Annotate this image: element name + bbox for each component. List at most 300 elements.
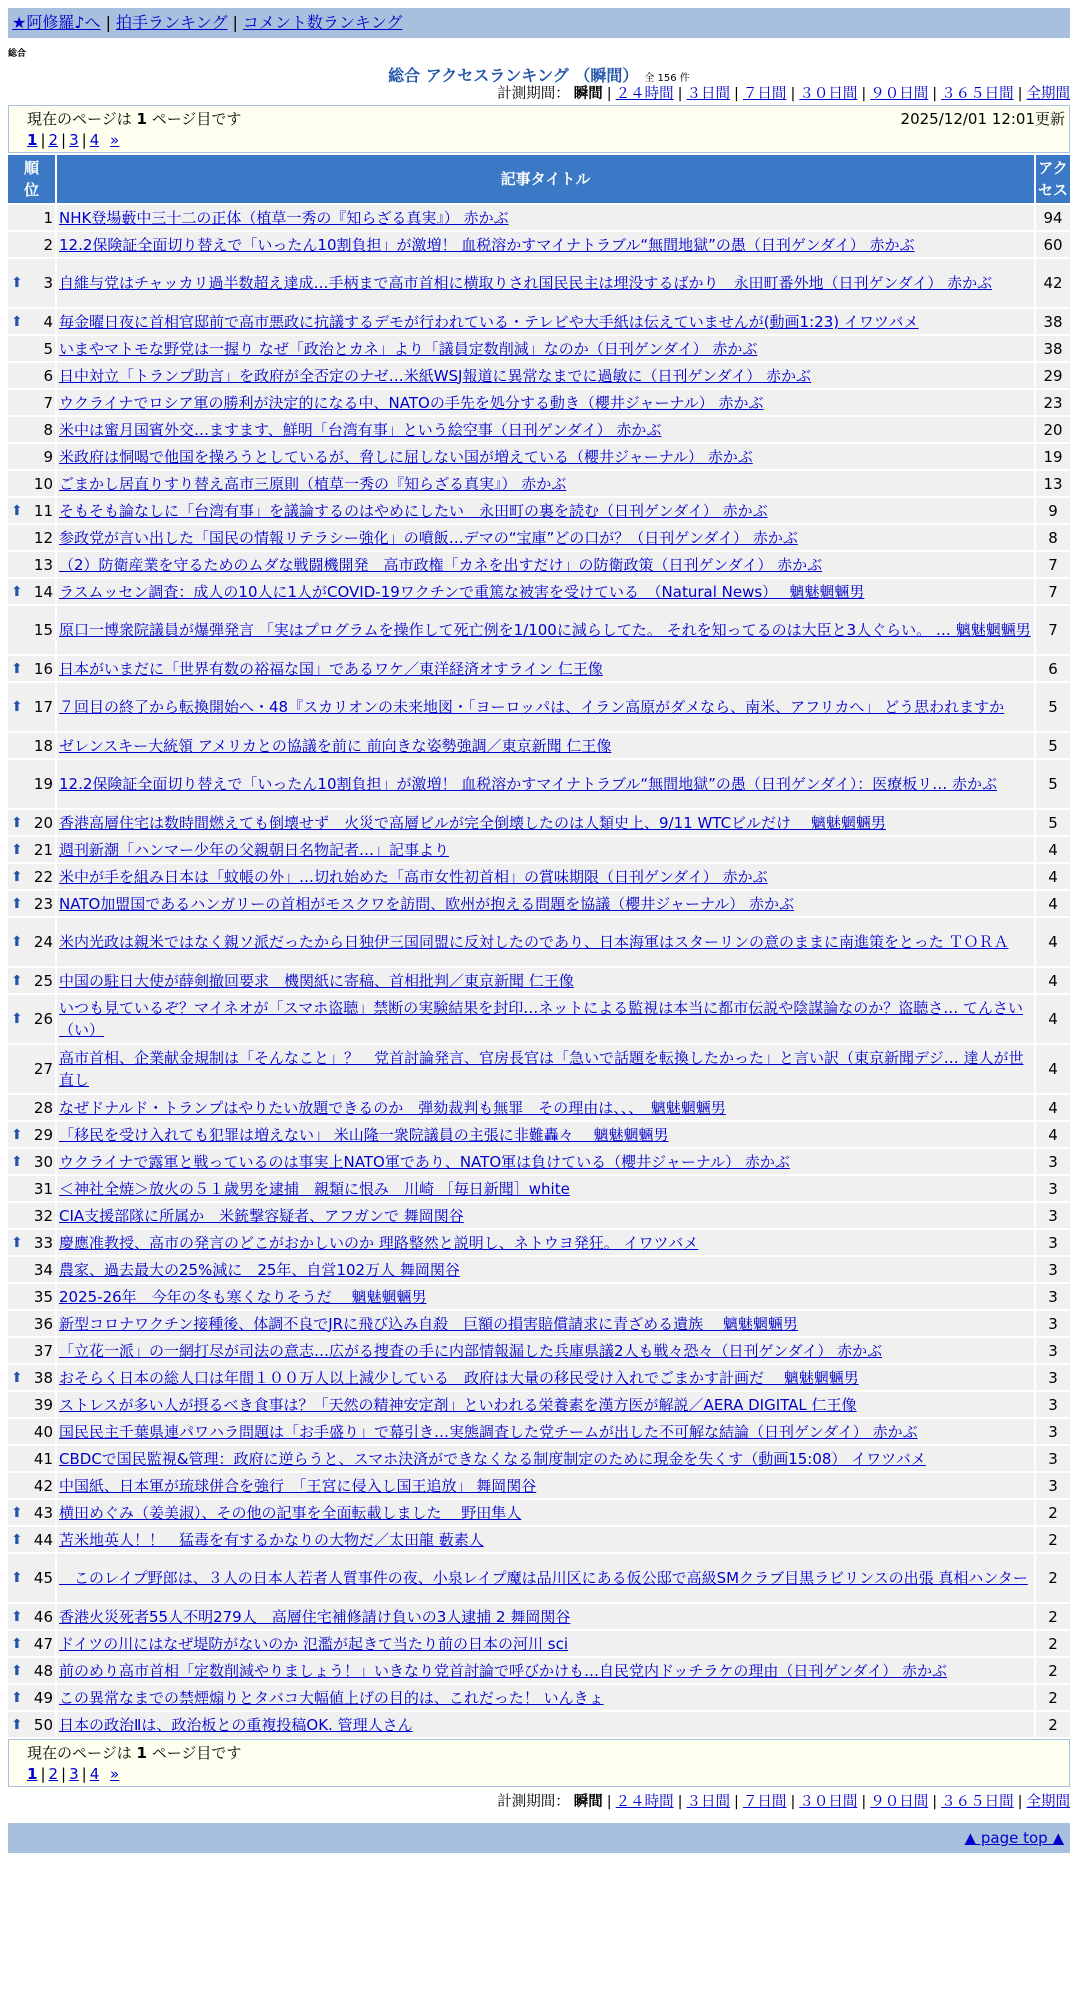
table-row xyxy=(8,1095,1070,1120)
article-link[interactable]: CIA支援部隊に所属か 米銃撃容疑者、アフガンで 舞岡関谷 xyxy=(59,1206,464,1225)
title-cell xyxy=(57,1712,1034,1737)
period-bottom-current: 瞬間 xyxy=(573,1794,603,1810)
up-arrow-icon: ⬆ xyxy=(11,972,23,989)
access-count: 7 xyxy=(1036,606,1070,654)
rank-number: 23 xyxy=(33,894,53,913)
access-count: 2 xyxy=(1036,1712,1070,1737)
table-row xyxy=(8,205,1070,230)
rank-cell xyxy=(8,1500,55,1525)
article-link[interactable]: 米中が手を組み日本は「蚊帳の外」…切れ始めた「高市女性初首相」の賞味期限（日刊ゲンダイ） 赤かぶ xyxy=(59,867,768,886)
title-cell xyxy=(57,837,1034,862)
pager-bottom-page-links xyxy=(27,1764,1065,1784)
rank-number: 26 xyxy=(33,1010,53,1028)
article-link[interactable]: このレイプ野郎は、３人の日本人若者人質事件の夜、小泉レイプ魔は品川区にある仮公邸で高級SMクラブ目黒ラビリンスの出張 真相ハンター xyxy=(59,1569,1028,1587)
table-row xyxy=(8,1122,1070,1147)
title-cell xyxy=(57,579,1034,604)
article-link[interactable]: 国民民主千葉県連パワハラ問題は「お手盛り」で幕引き…実態調査した党チームが出した不可解な結論（日刊ゲンダイ） 赤かぶ xyxy=(59,1422,918,1441)
article-link[interactable]: 慶應准教授、高市の発言のどこがおかしいのか 理路整然と説明し、ネトウヨ発狂。 イワツバメ xyxy=(59,1233,699,1252)
article-link[interactable]: 原口一博衆院議員が爆弾発言 「実はプログラムを操作して死亡例を1/100に減らしてた。 それを知ってるのは大臣と3人ぐらい。 … 魑魅魍魎男 xyxy=(59,621,1031,639)
table-row xyxy=(8,733,1070,758)
rank-cell xyxy=(8,205,55,230)
table-row xyxy=(8,1045,1070,1093)
up-arrow-icon: ⬆ xyxy=(11,1153,23,1170)
rank-cell xyxy=(8,968,55,993)
pagination-box-top xyxy=(8,105,1070,153)
pager-top-page-1[interactable]: 1 xyxy=(27,131,38,149)
table-row xyxy=(8,336,1070,361)
access-count: 2 xyxy=(1036,1658,1070,1683)
rank-cell xyxy=(8,1392,55,1417)
title-cell xyxy=(57,1095,1034,1120)
access-count: 4 xyxy=(1036,1045,1070,1093)
article-link[interactable]: ゼレンスキー大統領 アメリカとの協議を前に 前向きな姿勢強調／東京新聞 仁王像 xyxy=(59,736,612,755)
separator: | xyxy=(606,86,612,102)
article-link[interactable]: ごまかし居直りすり替え高市三原則（植草一秀の『知らざる真実』） 赤かぶ xyxy=(59,474,567,493)
table-row xyxy=(8,683,1070,731)
access-count: 4 xyxy=(1036,837,1070,862)
rank-number: 16 xyxy=(33,659,53,678)
article-link[interactable]: NHK登場藪中三十二の正体（植草一秀の『知らざる真実』） 赤かぶ xyxy=(59,208,509,227)
access-count: 2 xyxy=(1036,1500,1070,1525)
access-count: 13 xyxy=(1036,471,1070,496)
rank-cell xyxy=(8,363,55,388)
table-row xyxy=(8,1365,1070,1390)
access-count: 3 xyxy=(1036,1419,1070,1444)
table-row xyxy=(8,864,1070,889)
title-cell xyxy=(57,1045,1034,1093)
article-link[interactable]: おそらく日本の総人口は年間１００万人以上減少している 政府は大量の移民受け入れでごまかす計画だ 魑魅魍魎男 xyxy=(59,1368,859,1387)
title-cell xyxy=(57,1685,1034,1710)
article-link[interactable]: NATO加盟国であるハンガリーの首相がモスクワを訪問、欧州が抱える問題を協議（櫻井ジャーナル） 赤かぶ xyxy=(59,894,795,913)
rank-cell xyxy=(8,1203,55,1228)
access-count: 4 xyxy=(1036,995,1070,1043)
up-arrow-icon: ⬆ xyxy=(11,275,23,291)
period-bottom-link-1[interactable]: ３日間 xyxy=(686,1794,731,1810)
article-link[interactable]: （2）防衛産業を守るためのムダな戦闘機開発 高市政権「カネを出すだけ」の防衛政策（日刊ゲンダイ） 赤かぶ xyxy=(59,555,823,574)
table-row xyxy=(8,1203,1070,1228)
pager-top-page-4[interactable]: 4 xyxy=(89,131,100,149)
table-row xyxy=(8,918,1070,966)
title-cell xyxy=(57,606,1034,654)
top-nav-bar: ★阿修羅♪へ | 拍手ランキング | コメント数ランキング xyxy=(8,8,1070,38)
separator: | xyxy=(1017,1794,1023,1810)
access-count: 29 xyxy=(1036,363,1070,388)
period-top-link-5[interactable]: ３６５日間 xyxy=(941,86,1014,102)
separator: | xyxy=(932,1794,938,1810)
pager-top-page-links xyxy=(27,130,1065,150)
rank-cell xyxy=(8,683,55,731)
table-row xyxy=(8,968,1070,993)
table-row xyxy=(8,232,1070,257)
pager-bottom-text-suffix: ページ目です xyxy=(146,1744,242,1762)
article-link[interactable]: 米内光政は親米ではなく親ソ派だったから日独伊三国同盟に反対したのであり、日本海軍はスターリンの意のままに南進策をとった ＴＯＲＡ xyxy=(59,933,1009,951)
spacer xyxy=(99,131,110,149)
rank-number: 47 xyxy=(33,1634,53,1653)
up-arrow-icon: ⬆ xyxy=(11,1570,23,1586)
access-count: 7 xyxy=(1036,579,1070,604)
up-arrow-icon: ⬆ xyxy=(11,934,23,950)
access-count: 38 xyxy=(1036,309,1070,334)
rank-number: 3 xyxy=(43,274,53,292)
period-bottom-link-6[interactable]: 全期間 xyxy=(1026,1794,1070,1810)
rank-number: 17 xyxy=(33,698,53,716)
rank-number: 22 xyxy=(33,867,53,886)
article-link[interactable]: いまやマトモな野党は一握り なぜ「政治とカネ」より「議員定数削減」なのか（日刊ゲンダイ） 赤かぶ xyxy=(59,339,758,358)
up-arrow-icon: ⬆ xyxy=(11,841,23,858)
separator: | xyxy=(1017,86,1023,102)
rank-cell xyxy=(8,1338,55,1363)
period-top-link-0[interactable]: ２４時間 xyxy=(615,86,674,102)
article-link[interactable]: 米政府は恫喝で他国を操ろうとしているが、脅しに屈しない国が増えている（櫻井ジャーナル） 赤かぶ xyxy=(59,447,753,466)
rank-number: 25 xyxy=(33,971,53,990)
table-row xyxy=(8,1230,1070,1255)
period-top-label: 計測期間： xyxy=(497,86,570,102)
rank-number: 21 xyxy=(33,840,53,859)
pager-bottom-page-1[interactable]: 1 xyxy=(27,1765,38,1783)
pager-top-text-suffix: ページ目です xyxy=(146,110,242,128)
rank-cell xyxy=(8,1604,55,1629)
up-arrow-icon: ⬆ xyxy=(11,1531,23,1548)
rank-cell xyxy=(8,579,55,604)
access-count: 38 xyxy=(1036,336,1070,361)
separator: | xyxy=(677,1794,683,1810)
separator: | xyxy=(734,1794,739,1810)
access-header-label: アクセス xyxy=(1038,159,1069,199)
article-link[interactable]: ７回目の終了から転換開始へ・48『スカリオンの未来地図・「ヨーロッパは、イラン高原がダメなら、南米、アフリカへ」 どう思われますか xyxy=(59,698,1005,716)
title-cell xyxy=(57,205,1034,230)
article-link[interactable]: 「移民を受け入れても犯罪は増えない」 米山隆一衆院議員の主張に非難轟々 魑魅魍魎男 xyxy=(59,1125,669,1144)
article-link[interactable]: 参政党が言い出した「国民の情報リテラシー強化」の噴飯…デマの“宝庫”どの口が？（日刊ゲンダイ） 赤かぶ xyxy=(59,528,798,547)
rank-cell xyxy=(8,1631,55,1656)
article-link[interactable]: 前のめり高市首相「定数削減やりましょう！」いきなり党首討論で呼びかけも…自民党内ドッチラケの理由（日刊ゲンダイ） 赤かぶ xyxy=(59,1661,947,1680)
rank-number: 1 xyxy=(43,208,53,227)
separator: | xyxy=(790,1794,796,1810)
ranking-title: 総合 アクセスランキング （瞬間） xyxy=(388,66,639,85)
rank-number: 5 xyxy=(43,339,53,358)
article-link[interactable]: 2025-26年 今年の冬も寒くなりそうだ 魑魅魍魎男 xyxy=(59,1287,427,1306)
article-link[interactable]: 中国紙、日本軍が琉球併合を強行 「王宮に侵入し国王追放」 舞岡関谷 xyxy=(59,1476,537,1495)
table-row xyxy=(8,1338,1070,1363)
title-cell xyxy=(57,995,1034,1043)
pager-bottom-page-2[interactable]: 2 xyxy=(48,1765,59,1783)
title-cell xyxy=(57,1473,1034,1498)
article-link[interactable]: ウクライナで露軍と戦っているのは事実上NATO軍であり、NATO軍は負けている（櫻井ジャーナル） 赤かぶ xyxy=(59,1152,790,1171)
access-count: 4 xyxy=(1036,1122,1070,1147)
period-top-current: 瞬間 xyxy=(573,86,603,102)
rank-cell xyxy=(8,1284,55,1309)
separator: | xyxy=(61,131,67,149)
up-arrow-icon: ⬆ xyxy=(11,1011,23,1027)
period-top-link-1[interactable]: ３日間 xyxy=(686,86,731,102)
rank-cell xyxy=(8,390,55,415)
page-title xyxy=(8,63,1070,83)
comment-ranking-link[interactable]: コメント数ランキング xyxy=(242,13,403,32)
table-row xyxy=(8,1685,1070,1710)
table-row xyxy=(8,995,1070,1043)
rank-number: 8 xyxy=(43,420,53,439)
up-arrow-icon: ⬆ xyxy=(11,583,23,600)
table-row xyxy=(8,363,1070,388)
period-bottom-link-2[interactable]: ７日間 xyxy=(742,1794,787,1810)
rank-cell xyxy=(8,1365,55,1390)
access-header xyxy=(1036,155,1070,203)
article-link[interactable]: なぜドナルド・トランプはやりたい放題できるのか 弾劾裁判も無罪 その理由は、、、 魑魅魍魎男 xyxy=(59,1098,726,1117)
access-count: 3 xyxy=(1036,1365,1070,1390)
article-link[interactable]: この異常なまでの禁煙煽りとタバコ大幅値上げの目的は、これだった！ いんきょ xyxy=(59,1688,604,1707)
rank-cell xyxy=(8,1712,55,1737)
table-row xyxy=(8,606,1070,654)
table-row xyxy=(8,1257,1070,1282)
access-count: 8 xyxy=(1036,525,1070,550)
article-link[interactable]: 「立花一派」の一網打尽が司法の意志…広がる捜査の手に内部情報漏した兵庫県議2人も戦々恐々（日刊ゲンダイ） 赤かぶ xyxy=(59,1341,883,1360)
article-link[interactable]: 香港高層住宅は数時間燃えても倒壊せず 火災で高層ビルが完全倒壊したのは人類史上、9/11 WTCビルだけ 魑魅魍魎男 xyxy=(59,813,886,832)
article-link[interactable]: 自維与党はチャッカリ過半数超え達成…手柄まで高市首相に横取りされ国民民主は埋没するばかり 永田町番外地（日刊ゲンダイ） 赤かぶ xyxy=(59,274,993,292)
up-arrow-icon: ⬆ xyxy=(11,1716,23,1733)
rank-number: 6 xyxy=(43,366,53,385)
rank-cell xyxy=(8,1473,55,1498)
article-link[interactable]: 中国の駐日大使が薛剣撤回要求 機関紙に寄稿、首相批判／東京新聞 仁王像 xyxy=(59,971,574,990)
rank-number: 48 xyxy=(33,1661,53,1680)
title-header: 記事タイトル xyxy=(57,155,1034,203)
rank-number: 14 xyxy=(33,582,53,601)
separator: | xyxy=(734,86,739,102)
rank-number: 35 xyxy=(33,1287,53,1306)
article-link[interactable]: CBDCで国民監視&管理：政府に逆らうと、スマホ決済ができなくなる制度制定のために現金を失くす（動画15:08） イワツバメ xyxy=(59,1449,926,1468)
rank-cell xyxy=(8,444,55,469)
rank-cell xyxy=(8,1149,55,1174)
table-row xyxy=(8,1284,1070,1309)
table-row xyxy=(8,837,1070,862)
article-link[interactable]: ラスムッセン調査：成人の10人に1人がCOVID-19ワクチンで重篤な被害を受けている （Natural News） 魑魅魍魎男 xyxy=(59,582,865,601)
category-label: 総合 xyxy=(8,49,27,59)
rank-cell xyxy=(8,1045,55,1093)
rank-number: 44 xyxy=(33,1530,53,1549)
article-link[interactable]: 新型コロナワクチン接種後、体調不良でJRに飛び込み自殺 巨額の損害賠償請求に青ざめる遺族 魑魅魍魎男 xyxy=(59,1314,798,1333)
access-count: 3 xyxy=(1036,1311,1070,1336)
title-cell xyxy=(57,1122,1034,1147)
article-link[interactable]: ストレスが多い人が摂るべき食事は？「天然の精神安定剤」といわれる栄養素を漢方医が解説／AERA DIGITAL 仁王像 xyxy=(59,1395,857,1414)
title-cell xyxy=(57,656,1034,681)
article-link[interactable]: ウクライナでロシア軍の勝利が決定的になる中、NATOの手先を処分する動き（櫻井ジャーナル） 赤かぶ xyxy=(59,393,764,412)
article-link[interactable]: ドイツの川にはなぜ堤防がないのか 氾濫が起きて当たり前の日本の河川 sci xyxy=(59,1634,569,1653)
total-count: 全 156 件 xyxy=(644,73,690,84)
table-row xyxy=(8,259,1070,307)
title-cell xyxy=(57,309,1034,334)
table-row xyxy=(8,1527,1070,1552)
article-link[interactable]: 週刊新潮「ハンマー少年の父親朝日名物記者…」記事より xyxy=(59,840,450,859)
article-link[interactable]: 香港火災死者55人不明279人 高層住宅補修請け負いの3人逮捕 2 舞岡関谷 xyxy=(59,1607,571,1626)
rank-number: 41 xyxy=(33,1449,53,1468)
period-top-link-3[interactable]: ３０日間 xyxy=(799,86,858,102)
rank-cell xyxy=(8,1122,55,1147)
period-top-link-4[interactable]: ９０日間 xyxy=(870,86,929,102)
rank-number: 30 xyxy=(33,1152,53,1171)
rank-cell xyxy=(8,891,55,916)
up-arrow-icon: ⬆ xyxy=(11,895,23,912)
separator: | xyxy=(861,86,867,102)
rank-cell xyxy=(8,656,55,681)
access-count: 3 xyxy=(1036,1257,1070,1282)
period-selector-top xyxy=(8,83,1070,105)
article-link[interactable]: いつも見ているぞ？マイネオが「スマホ盗聴」禁断の実験結果を封印…ネットによる監視は本当に都市伝説や陰謀論なのか？盗聴さ… てんさい（い） xyxy=(59,999,1024,1039)
title-cell xyxy=(57,390,1034,415)
article-link[interactable]: ＜神社全焼＞放火の５１歳男を逮捕 親類に恨み 川崎 ［毎日新聞］white xyxy=(59,1179,570,1198)
article-link[interactable]: 高市首相、企業献金規制は「そんなこと」？ 党首討論発言、官房長官は「急いで話題を転換したかった」と言い訳（東京新聞デジ… 達人が世直し xyxy=(59,1049,1024,1089)
applause-ranking-link[interactable]: 拍手ランキング xyxy=(115,13,228,32)
up-arrow-icon: ⬆ xyxy=(11,1504,23,1521)
access-count: 5 xyxy=(1036,810,1070,835)
table-row xyxy=(8,1604,1070,1629)
title-cell xyxy=(57,552,1034,577)
table-row xyxy=(8,1446,1070,1471)
table-row xyxy=(8,1419,1070,1444)
rank-number: 33 xyxy=(33,1233,53,1252)
pager-bottom-text-prefix: 現在のページは xyxy=(27,1744,137,1762)
rank-cell xyxy=(8,1446,55,1471)
article-link[interactable]: 12.2保険証全面切り替えで「いったん10割負担」が激増！ 血税溶かすマイナトラブル“無間地獄”の愚（日刊ゲンダイ） 赤かぶ xyxy=(59,235,915,254)
separator: | xyxy=(677,86,683,102)
article-link[interactable]: 日本がいまだに「世界有数の裕福な国」であるワケ／東洋経済オすライン 仁王像 xyxy=(59,659,603,678)
bottom-bar xyxy=(8,1823,1070,1853)
table-row xyxy=(8,1392,1070,1417)
article-link[interactable]: 苫米地英人！！ 猛毒を有するかなりの大物だ／太田龍 藪素人 xyxy=(59,1530,484,1549)
title-cell xyxy=(57,444,1034,469)
rank-number: 13 xyxy=(33,555,53,574)
article-link[interactable]: 日本の政治Ⅱは、政治板との重複投稿OK. 管理人さん xyxy=(59,1715,413,1734)
access-count: 3 xyxy=(1036,1473,1070,1498)
up-arrow-icon: ⬆ xyxy=(11,313,23,330)
rank-cell xyxy=(8,1230,55,1255)
rank-cell xyxy=(8,259,55,307)
up-arrow-icon: ⬆ xyxy=(11,1126,23,1143)
rank-number: 45 xyxy=(33,1569,53,1587)
period-bottom-link-0[interactable]: ２４時間 xyxy=(615,1794,674,1810)
rank-cell xyxy=(8,525,55,550)
access-count: 3 xyxy=(1036,1203,1070,1228)
article-link[interactable]: 毎金曜日夜に首相官邸前で高市悪政に抗議するデモが行われている・テレビや大手紙は伝えていませんが(動画1:23) イワツバメ xyxy=(59,312,919,331)
article-link[interactable]: 日中対立「トランプ助言」を政府が全否定のナゼ…米紙WSJ報道に異常なまでに過敏に（日刊ゲンダイ） 赤かぶ xyxy=(59,366,812,385)
table-row xyxy=(8,1500,1070,1525)
up-arrow-icon: ⬆ xyxy=(11,1662,23,1679)
access-count: 5 xyxy=(1036,683,1070,731)
table-row xyxy=(8,525,1070,550)
rank-cell xyxy=(8,1685,55,1710)
table-row xyxy=(8,471,1070,496)
access-count: 7 xyxy=(1036,552,1070,577)
rank-cell xyxy=(8,552,55,577)
title-cell xyxy=(57,1631,1034,1656)
rank-number: 36 xyxy=(33,1314,53,1333)
pager-top-page-number: 1 xyxy=(136,110,147,128)
article-link[interactable]: 農家、過去最大の25%減に 25年、自営102万人 舞岡関谷 xyxy=(59,1260,460,1279)
table-row xyxy=(8,498,1070,523)
period-top-link-2[interactable]: ７日間 xyxy=(742,86,787,102)
access-count: 3 xyxy=(1036,1149,1070,1174)
table-row xyxy=(8,1554,1070,1602)
access-count: 4 xyxy=(1036,864,1070,889)
pager-top-text-prefix: 現在のページは xyxy=(27,110,137,128)
rank-cell xyxy=(8,837,55,862)
period-bottom-link-5[interactable]: ３６５日間 xyxy=(941,1794,1014,1810)
access-count: 4 xyxy=(1036,1095,1070,1120)
table-row xyxy=(8,891,1070,916)
access-count: 4 xyxy=(1036,918,1070,966)
table-row xyxy=(8,552,1070,577)
rank-number: 19 xyxy=(33,775,53,793)
rank-cell xyxy=(8,810,55,835)
title-cell xyxy=(57,363,1034,388)
up-arrow-icon: ⬆ xyxy=(11,1234,23,1251)
access-count: 2 xyxy=(1036,1631,1070,1656)
table-row xyxy=(8,390,1070,415)
access-count: 19 xyxy=(1036,444,1070,469)
title-cell xyxy=(57,232,1034,257)
home-link[interactable]: ★阿修羅♪へ xyxy=(12,13,101,32)
access-count: 4 xyxy=(1036,891,1070,916)
rank-number: 24 xyxy=(33,933,53,951)
pager-bottom-next-link[interactable]: » xyxy=(110,1765,120,1783)
rank-number: 49 xyxy=(33,1688,53,1707)
rank-cell xyxy=(8,606,55,654)
article-link[interactable]: 12.2保険証全面切り替えで「いったん10割負担」が激増！ 血税溶かすマイナトラブル“無間地獄”の愚（日刊ゲンダイ）：医療板リ… 赤かぶ xyxy=(59,775,997,793)
period-bottom-link-4[interactable]: ９０日間 xyxy=(870,1794,929,1810)
access-count: 3 xyxy=(1036,1338,1070,1363)
rank-cell xyxy=(8,336,55,361)
pager-top-next-link[interactable]: » xyxy=(110,131,120,149)
title-cell xyxy=(57,1500,1034,1525)
rank-cell xyxy=(8,232,55,257)
rank-cell xyxy=(8,1095,55,1120)
access-count: 20 xyxy=(1036,417,1070,442)
access-count: 3 xyxy=(1036,1230,1070,1255)
up-arrow-icon: ⬆ xyxy=(11,868,23,885)
separator: | xyxy=(81,1765,87,1783)
separator: | xyxy=(40,131,46,149)
pager-top-page-2[interactable]: 2 xyxy=(48,131,59,149)
title-cell xyxy=(57,1149,1034,1174)
pager-bottom-page-3[interactable]: 3 xyxy=(69,1765,79,1783)
period-top-link-6[interactable]: 全期間 xyxy=(1026,86,1070,102)
page-top-link[interactable]: ▲ page top ▲ xyxy=(964,1829,1064,1847)
rank-number: 20 xyxy=(33,813,53,832)
article-link[interactable]: そもそも論なしに「台湾有事」を議論するのはやめにしたい 永田町の裏を読む（日刊ゲンダイ） 赤かぶ xyxy=(59,501,768,520)
period-bottom-label: 計測期間： xyxy=(497,1794,570,1810)
pager-bottom-current-page-text xyxy=(27,1742,1065,1764)
pager-bottom-page-4[interactable]: 4 xyxy=(89,1765,100,1783)
pager-top-page-3[interactable]: 3 xyxy=(69,131,79,149)
table-row xyxy=(8,1631,1070,1656)
access-count: 5 xyxy=(1036,760,1070,808)
table-row xyxy=(8,1658,1070,1683)
title-cell xyxy=(57,760,1034,808)
rank-number: 28 xyxy=(33,1098,53,1117)
separator: | xyxy=(606,1794,612,1810)
table-header-row xyxy=(8,155,1070,203)
title-cell xyxy=(57,864,1034,889)
title-cell xyxy=(57,810,1034,835)
period-selector-bottom xyxy=(8,1791,1070,1813)
rank-number: 46 xyxy=(33,1607,53,1626)
period-bottom-link-3[interactable]: ３０日間 xyxy=(799,1794,858,1810)
table-row xyxy=(8,1712,1070,1737)
access-count: 94 xyxy=(1036,205,1070,230)
article-link[interactable]: 横田めぐみ（姜美淑）、その他の記事を全面転載しました 野田隼人 xyxy=(59,1503,522,1522)
rank-number: 15 xyxy=(33,621,53,639)
title-cell xyxy=(57,1203,1034,1228)
article-link[interactable]: 米中は蜜月国賓外交…ますます、鮮明「台湾有事」という絵空事（日刊ゲンダイ） 赤かぶ xyxy=(59,420,662,439)
separator: | xyxy=(81,131,87,149)
rank-header xyxy=(8,155,55,203)
